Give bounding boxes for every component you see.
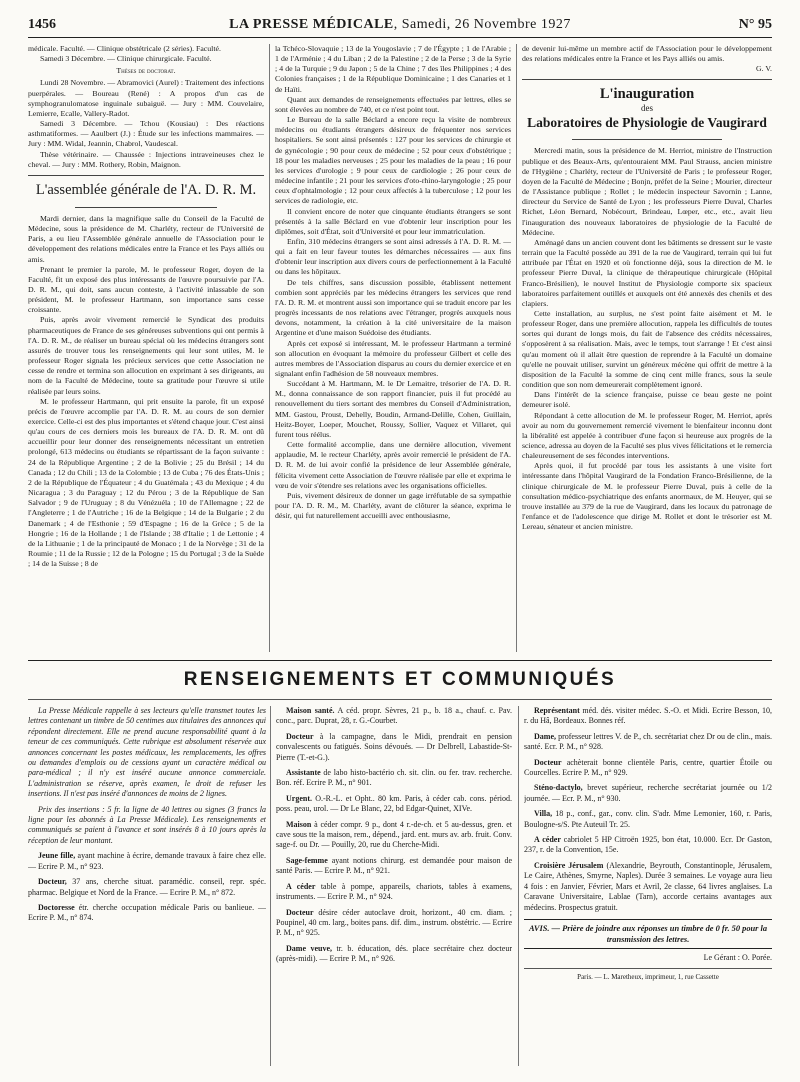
classified-ad — [28, 851, 266, 872]
ad-text: O.-R.-L. et Opht.. 80 km. Paris, à céder cab. cons. périod. poss. peau, urol. — Dr Le Blanc, 22, bd Edgar-Quinet, XIVe. — [276, 793, 512, 814]
thesis-entry: Samedi 3 Décembre. — Tchou (Kousiau) : Des réactions asthmatiformes. — Aaulbert (J.) : Étude sur les infections mammaires. — Jury : MM. Widal, Jeannin, Chabrol, Vaudescal. — [28, 119, 264, 149]
article-paragraph: Il convient encore de noter que cinquante étudiants étrangers se sont présentés à la salle Béclard en vue d'obtenir leur inscription pour les diplômes, soit d'État, soit d'Université et pour leur immatriculation. — [275, 206, 511, 236]
ad-keyword: Croisière Jérusalem — [534, 860, 604, 870]
classifieds-column-2 — [276, 706, 512, 1066]
article-paragraph: M. le professeur Hartmann, qui prit ensuite la parole, fit un exposé précis de l'œuvre accomplie par l'A. D. R. M. au cours de son dernier exercice. Celle-ci est des plus importantes et s'étend chaque jour. C'est ainsi qu'au cours de ces derniers mois les bureaux de l'A. D. R. M. ont dû accueillir pour leur donner des renseignements nécessitant un entretien prolongé, 613 médecins ou étudiants se répartissant de la façon suivante : 24 de la République Argentine ; 2 de la Bolivie ; 25 du Brésil ; 14 du Canada ; 12 du Chili ; 13 de la Colombie ; 13 de Cuba ; 76 des États-Unis ; 2 de la République de l'Équateur ; 4 du Guatémala ; 43 du Mexique ; 4 du Nicaragua ; 3 du Paraguay ; 12 du Pérou ; 3 de la République de San Salvador ; 9 de l'Uruguay ; 8 du Vénézuéla ; 10 de l'Allemagne ; 22 de l'Angleterre ; 1 de l'Autriche ; 16 de la Belgique ; 14 de la Bulgarie ; 2 du Danemark ; 4 de l'Esthonie ; 59 d'Espagne ; 16 de la Grèce ; 5 de la Hongrie ; 16 de la Hollande ; 1 de l'Islande ; 38 d'Italie ; 1 de Lettonie ; 4 de la Lithuanie ; 1 de la principauté de Monaco ; 1 de la Norvège ; 31 de la Roumie ; 11 de la Russie ; 12 de la Pologne ; 15 du Portugal ; 3 de la Suède ; 14 de la Suisse ; 8 de — [28, 396, 264, 569]
ad-keyword: A céder — [534, 835, 561, 845]
classified-ad — [524, 835, 772, 856]
classifieds-notice — [28, 805, 266, 847]
article-paragraph: Aménagé dans un ancien couvent dont les bâtiments se dressent sur le vaste terrain que la Faculté possède au 391 de la rue de Vaugirard, terrain qui lui fut attribuée par l'État en 1920 et où fonctionne déjà, sous la direction de M. le professeur Pierre Duval, la clinique de thérapeutique chirurgicale (Hôpital Franco-Brésilien), le nouvel Institut de Physiologie comporte six spacieux laboratoires parfaitement outillés et auxquels ont été annexés des chenils et des clapiers. — [522, 237, 772, 308]
ad-keyword: Docteur — [286, 907, 314, 917]
article-title-adrm: L'assemblée générale de l'A. D. R. M. — [35, 181, 257, 198]
ad-keyword: A céder — [286, 881, 316, 891]
classified-ad — [276, 908, 512, 939]
ad-keyword: Villa, — [534, 809, 553, 819]
article-paragraph: Mardi dernier, dans la magnifique salle du Conseil de la Faculté de Médecine, sous la présidence de M. Charléty, recteur de l'Université de Paris, a eu lieu l'Assemblée générale annuelle de l'Association pour le développement des relations médicales entre la France et les Pays alliés ou amis. — [28, 213, 264, 264]
article-paragraph: Prenant le premier la parole, M. le professeur Roger, doyen de la Faculté, fit un exposé des plus intéressants de l'œuvre poursuivie par l'A. D. R. M., qui doit, sans aucun conteste, à l'activité inlassable de son président, M. le professeur Hartmann, son importance sans cesse croissante. — [28, 264, 264, 315]
printer-line: Paris. — L. Maretheux, imprimeur, 1, rue Cassette — [524, 968, 772, 982]
classified-ad — [276, 794, 512, 815]
exam-line: médicale. Faculté. — Clinique obstétricale (2 séries). Faculté. — [28, 44, 221, 53]
ad-text: 18 p., conf., gar., conv. clin. S'adr. Mme Lemonier, 160, r. Paris, Boulogne-s/S. Pte Auteuil Tr. 25. — [524, 809, 772, 829]
article-paragraph: Quant aux demandes de renseignements effectuées par lettres, elles se sont élevées au nombre de 740, et ce n'est point tout. — [275, 94, 511, 114]
classified-ad — [524, 861, 772, 913]
ad-text: tr. b. éducation, dés. place secrétaire chez docteur (après-midi). — Ecrire P. M., n° 926. — [276, 943, 512, 964]
ad-text: cabriolet 5 HP Citroën 1925, bon état, 10.000. Ecr. Dr Gaston, 237, r. de la Convention, 15e. — [524, 835, 772, 855]
column-rule — [518, 706, 519, 1066]
ad-text: professeur lettres V. de P., ch. secrétariat chez Dr ou de clin., mais. santé. Ecr. P. M., n° 928. — [524, 731, 772, 752]
article-title-vaugirard: Laboratoires de Physiologie de Vaugirard — [527, 115, 767, 131]
classified-ad — [524, 732, 772, 753]
ad-keyword: Urgent. — [286, 793, 312, 803]
theses-heading: Thèses de doctorat. — [116, 66, 176, 76]
ad-text: (Alexandrie, Beyrouth, Constantinople, Jérusalem, Le Caire, Athènes, Smyrne, Naples). Durée 3 semaines. Le voyage aura lieu 4 fois : en Janvier, Février, Mars et Avril, 2e classe, 64 livres anglaises. La Caravane Universitaire, Lablae (Tarn), accorde certains avantages aux médecins. Prospectus gratuit. — [524, 860, 772, 912]
article-signature: G. V. — [756, 64, 772, 74]
ad-keyword: Docteur — [286, 731, 314, 741]
ad-text: ayant notions chirurg. est demandée pour maison de santé Paris. — Ecrire P. M., n° 921. — [276, 855, 512, 876]
article-paragraph: Enfin, 310 médecins étrangers se sont ainsi adressés à l'A. D. R. M. — qui a fait en leur faveur toutes les démarches nécessaires — aux fins d'obtenir leur inscription aux divers cours de perfectionnement à la Faculté ou dans les hôpitaux. — [275, 236, 511, 277]
column-1 — [28, 44, 264, 654]
ad-text: brevet supérieur, recherche secrétariat journée ou 1/2 journée. — Ecr. P. M., n° 930. — [524, 783, 772, 803]
classified-ad — [28, 903, 266, 924]
section-divider — [522, 79, 772, 80]
article-paragraph: Puis, vivement désireux de donner un gage irréfutable de sa sympathie pour l'A. D. R. M., M. Charléty, avant de clôturer la séance, exprima le désir, qui fut naturellement accueilli avec enthousiasme, — [275, 490, 511, 521]
classified-ad — [276, 944, 512, 965]
ad-text: méd. dés. visiter médec. S.-O. et Midi. Ecrire Besson, 10, r. du Hâ, Bordeaux. Bonnes réf. — [524, 706, 772, 726]
ad-keyword: Maison santé. — [286, 706, 335, 715]
ad-text: A céd. propr. Sèvres, 21 p., b. 18 a., chauf. c. Pav. conc., parc. Duprat, 28, r. G.-Courbet. — [276, 706, 512, 726]
ad-keyword: Sage-femme — [286, 855, 328, 865]
column-2 — [275, 44, 511, 654]
ad-text: de labo histo-bactério ch. sit. clin. ou fer. trav. recherche. Bon. réf. Ecrire P. M., n° 901. — [276, 768, 512, 788]
column-rule — [269, 44, 270, 652]
classifieds-column-3 — [524, 706, 772, 1066]
article-paragraph: De tels chiffres, sans discussion possible, établissent nettement combien sont appréciés par les médecins étrangers les services que rend l'A. D. R. M. et montrent aussi son importance qui se traduit encore par les progrès incessants de nos relations avec l'étranger, progrès auxquels nous devons, notamment, la création à la cité universitaire de la maison Argentine et d'une maison Suédoise des étudiants. — [275, 277, 511, 338]
thesis-entry: Lundi 28 Novembre. — Abramovici (Aurel) : Traitement des infections puerpérales. — Boureau (René) : A propos d'un cas de symphogranulomatose inguinale subaiguë. — Jury : MM. Couvelaire, Lemierre, Ecalle, Vallery-Radot. — [28, 78, 264, 118]
article-paragraph: Cette installation, au surplus, ne s'est point faite aisément et M. le professeur Roger, dans une première allocution, rappela les difficultés de toutes sortes qui durant de longs mois, du fait de l'absence des crédits nécessaires, s'opposèrent à sa réalisation. Mais, avec le temps, tout s'arrange ! Et c'est ainsi qu'au moment où il allait être question de reprendre à la Faculté un domaine qu'elle ne pouvait utiliser, survint un généreux mécène qui offrit de mettre à la disposition de la Faculté la somme de cinq cent mille francs, sous la seule condition que son nom demeurerait complètement ignoré. — [522, 308, 772, 390]
ad-text: étr. cherche occupation médicale Paris ou banlieue. — Ecrire P. M., n° 874. — [28, 902, 266, 923]
ad-keyword: Docteur, — [38, 877, 67, 887]
column-rule — [270, 706, 271, 1066]
classifieds-banner — [28, 660, 772, 700]
classifieds-notice — [28, 706, 266, 800]
classified-ad — [276, 856, 512, 877]
exam-line: Samedi 3 Décembre. — Clinique chirurgicale. Faculté. — [40, 54, 212, 64]
ad-text: 37 ans, cherche situat. paramédic. conseil, repr. spéc. pharmac. Belgique et Nord de la France. — Ecrire P. M., n° 872. — [28, 877, 266, 897]
article-paragraph: Le Bureau de la salle Béclard a encore reçu la visite de nombreux médecins ou étudiants étrangers désireux de fréquenter nos services hospitaliers. Se sont ainsi présentés : 127 pour les services de chirurgie et de gynécologie ; 90 pour ceux de médecine ; 52 pour ceux d'obstétrique ; 18 pour les maladies nerveuses ; 25 pour les maladies de la peau ; 16 pour les services d'urologie ; 9 pour ceux de cardiologie ; 26 pour ceux de médecine infantile ; 21 pour les services d'oto-rhino-laryngologie ; 25 pour ceux d'ophtalmologie ; 12 pour ceux affectés à la tuberculose ; 12 pour les services de radiologie, etc. — [275, 115, 511, 206]
article-paragraph: Mercredi matin, sous la présidence de M. Herriot, ministre de l'Instruction publique et des Beaux-Arts, qu'entouraient MM. Paul Strauss, ancien ministre de l'Hygiène ; Charléty, recteur de l'Université de Paris ; le professeur Roger, doyen de la Faculté de Médecine ; Bonjn, préfet de la Seine ; Mourier, directeur de l'Assistance publique ; Rollet ; le médecin inspecteur Savornin ; Lanne, directeur du Service de Santé de Lyon ; les professeurs Pierre Duval, Charles Richet, Léon Bernard, Nobécourt, Brindeau, Lœper, etc., etc., avait lieu l'inauguration des nouveaux laboratoires de physiologie de la Faculté de Médecine. — [522, 146, 772, 237]
classified-ad — [524, 783, 772, 804]
column-3 — [522, 44, 772, 654]
issue-date: , Samedi, 26 Novembre 1927 — [393, 17, 571, 32]
avis-notice: AVIS. — Prière de joindre aux réponses un timbre de 0 fr. 50 pour la transmission des lettres. — [524, 919, 772, 949]
classified-ad — [276, 882, 512, 903]
title-divider — [75, 207, 217, 208]
ad-keyword: Dame veuve, — [286, 943, 332, 953]
classified-ad — [524, 809, 772, 830]
article-paragraph: Puis, après avoir vivement remercié le Syndicat des produits pharmaceutiques de France de ses généreuses subventions qui ont permis à l'A. D. R. M., de réaliser un bureau spécial où les médecins étrangers sont assurés de trouver tous les renseignements qui leur sont utiles, M. le professeur Roger signala les précieux services que cette Association ne cesse de rendre et termina son allocution en exprimant à ses dirigeants, au nom de la Faculté de Médecine, toute sa gratitude pour l'œuvre si utile réalisée par leurs soins. — [28, 315, 264, 396]
ad-keyword: Docteur — [534, 757, 562, 767]
ad-text: achèterait bonne clientèle Paris, centre, quartier Étoile ou Courcelles. Ecrire P. M., n° 929. — [524, 757, 772, 778]
ad-text: ayant machine à écrire, demande travaux à faire chez elle. — Ecrire P. M., n° 923. — [28, 851, 266, 871]
article-title-line: des — [641, 103, 653, 114]
ad-text: table à pompe, appareils, chariots, tables à examens, instruments. — Ecrire P. M., n° 924. — [276, 881, 512, 902]
classifieds-column-1 — [28, 706, 266, 1066]
article-paragraph: Dans l'intérêt de la science française, puisse ce beau geste ne point demeurer isolé. — [522, 390, 772, 410]
ad-keyword: Jeune fille, — [38, 851, 76, 861]
classified-ad — [276, 732, 512, 763]
article-paragraph: Répondant à cette allocution de M. le professeur Roger, M. Herriot, après avoir au nom du gouvernement remercié vivement le bienfaiteur inconnu dont la libéralité est appelée à contribuer d'une façon si heureuse aux progrès de la science, adressa au doyen de la Faculté ses plus vives félicitations et le remercia chaleureusement de ses fécondes interventions. — [522, 410, 772, 461]
ad-keyword: Représentant — [534, 706, 580, 715]
gerant-line: Le Gérant : O. Porée. — [703, 952, 772, 962]
ad-keyword: Sténo-dactylo, — [534, 783, 583, 793]
section-divider — [28, 175, 264, 176]
article-paragraph: Succédant à M. Hartmann, M. le Dr Lemaitre, trésorier de l'A. D. R. M., donna connaissance de son rapport financier, puis il fut procédé au renouvellement du tiers sortant des membres du Conseil d'Administration, MM. Gastou, Proust, Dehelly, Boudin, Armand-Delille, Cohen, Guillain, Heitz-Boyer, Loeper, Mouchet, Roussy, Sollier, Vaquez et Villaret, qui furent tous réélus. — [275, 379, 511, 439]
ad-keyword: Dame, — [534, 731, 556, 741]
column-rule — [516, 44, 517, 652]
classifieds-title: RENSEIGNEMENTS ET COMMUNIQUÉS — [183, 669, 617, 690]
ad-text: désire céder autoclave droit, horizont., 40 cm. diam. ; Poupinel, 40 cm. larg., boites pans. dif. dim., instrum. obstétric. — Ecrire P. M., n° 925. — [276, 907, 512, 938]
article-title-line: L'inauguration — [599, 86, 695, 103]
page-header — [28, 14, 772, 38]
ad-keyword: Doctoresse — [38, 902, 75, 912]
running-title — [28, 17, 772, 33]
ad-text: Prix des insertions : 5 fr. la ligne de 40 lettres ou signes (3 francs la ligne pour les abonnés à La Presse Médicale). Les renseignements et communiqués se paient à l'avance et sont insérés 8 à 10 jours après la réception de leur montant. — [28, 804, 266, 845]
page-number: 1456 — [28, 17, 56, 32]
title-divider — [572, 139, 722, 140]
journal-name: LA PRESSE MÉDICALE — [229, 17, 394, 32]
article-paragraph: la Tchéco-Slovaquie ; 13 de la Yougoslavie ; 7 de l'Égypte ; 1 de l'Arabie ; 1 de l'Arménie ; 4 du Liban ; 2 de la Palestine ; 2 de la Perse ; 3 de la Syrie ; 4 de la Turquie ; 9 du Japon ; 5 de la Chine ; 7 des îles Philippines ; 4 des Colonies françaises ; 1 de la République Dominicaine ; 1 des Canaries et 1 de Haïti. — [275, 44, 511, 94]
thesis-entry: Thèse vétérinaire. — Chaussée : Injections intraveineuses chez le cheval. — Jury : MM. Rothery, Robin, Maignon. — [28, 149, 264, 169]
classified-ad — [276, 768, 512, 789]
ad-text: à céder compr. 9 p., dont 4 r.-de-ch. et 5 au-dessus, gren. et cave sous tte la maison, rem., dépend., jard. ent. murs av. arb. fruit. Conv. sage-f. ou Dr. — Pouilly, 20, rue du Cherche-Midi. — [276, 819, 512, 850]
classified-ad — [276, 820, 512, 851]
article-paragraph: Après quoi, il fut procédé par tous les assistants à une visite fort intéressante dans l'hôpital Vaugirard de la Fondation Franco-Brésilienne, de la clinique chirurgicale de M. le professeur Pierre Duval, puis à celle de la consultation médico-psychiatrique des enfants anormaux, de M. Heuyer, qui se trouve installée au 379 de la rue de Vaugirard, dans les locaux du patronage de l'enfance et de l'adolescence que dirige M. Rollet et dont le trésorier est M. Lereau, sénateur et ancien ministre. — [522, 461, 772, 532]
classified-ad — [524, 758, 772, 779]
article-paragraph: Cette formalité accomplie, dans une dernière allocution, vivement applaudie, M. le recteur Charléty, après avoir remercié le président de l'A. D. R. M. de lui avoir confié la présidence de leur Assemblée générale, félicita vivement cette Association de l'œuvre réalisée par elle et exprima le vœu de voir s'étendre ses relations avec les organisations officielles. — [275, 440, 511, 490]
ad-text: La Presse Médicale rappelle à ses lecteurs qu'elle transmet toutes les lettres contenant un timbre de 50 centimes aux titulaires des annonces qui répondent directement. Elle ne prend aucune responsabilité quant à la teneur de ces communiqués. Cette rubrique est absolument réservée aux annonces concernant les postes médicaux, les remplacements, les offres ou demandes d'emplois ou de cessions ayant un caractère médical ou para-médical ; il n'y est inséré aucune annonce commerciale. L'administration se réserve, après examen, le droit de refuser les insertions. Il n'est pas inséré d'annonces de moins de 2 lignes. — [28, 706, 266, 799]
ad-keyword: Maison — [286, 819, 312, 829]
classified-ad — [276, 706, 512, 727]
article-paragraph: Après cet exposé si intéressant, M. le professeur Hartmann a terminé son allocution en évoquant la mémoire du professeur Gilbert et celle des autres membres de l'Association disparus au cours du dernier exercice et en signalant enfin l'adhésion de 58 nouveaux membres. — [275, 338, 511, 378]
classified-ad — [524, 706, 772, 727]
ad-keyword: Assistante — [286, 768, 321, 778]
ad-text: à la campagne, dans le Midi, prendrait en pension convalescents ou fatigués. Soins dévoués. — Dr Delbrell, Labastide-St-Pierre (T.-et-G.). — [276, 731, 512, 762]
issue-number: N° 95 — [738, 17, 772, 32]
classified-ad — [28, 877, 266, 898]
article-paragraph: de devenir lui-même un membre actif de l'Association pour le développement des relations médicales entre la France et les Pays alliés ou amis. — [522, 44, 772, 64]
